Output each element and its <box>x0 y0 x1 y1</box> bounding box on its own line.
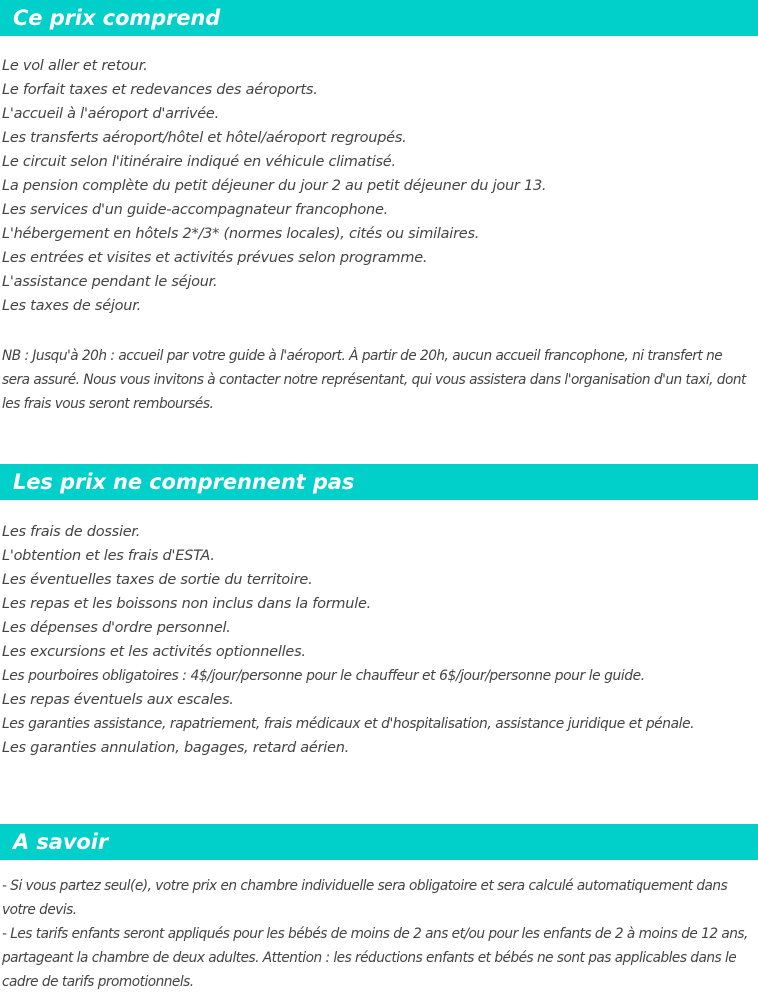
list-item: Le forfait taxes et redevances des aéroports. <box>2 82 318 98</box>
list-item: Les éventuelles taxes de sortie du territoire. <box>2 572 313 588</box>
a-savoir-paragraphs <box>2 874 752 994</box>
list-item: La pension complète du petit déjeuner du jour 2 au petit déjeuner du jour 13. <box>2 178 547 194</box>
list-item: L'accueil à l'aéroport d'arrivée. <box>2 106 219 122</box>
list-item: Les garanties assistance, rapatriement, frais médicaux et d'hospitalisation, assistance juridique et pénale. <box>2 716 695 732</box>
list-item: Les transferts aéroport/hôtel et hôtel/aéroport regroupés. <box>2 130 407 146</box>
section-title: Ce prix comprend <box>13 5 221 30</box>
list-item: Les services d'un guide-accompagnateur francophone. <box>2 202 389 218</box>
list-item: Les entrées et visites et activités prévues selon programme. <box>2 250 428 266</box>
list-item: L'assistance pendant le séjour. <box>2 274 218 290</box>
list-item: Les frais de dossier. <box>2 524 141 540</box>
list-item: L'obtention et les frais d'ESTA. <box>2 548 215 564</box>
list-item: Les dépenses d'ordre personnel. <box>2 620 231 636</box>
section-header-ce-prix-comprend <box>0 0 758 36</box>
section-title: Les prix ne comprennent pas <box>13 469 355 494</box>
section-header-a-savoir <box>0 824 758 860</box>
a-savoir-paragraph: - Les tarifs enfants seront appliqués pour les bébés de moins de 2 ans et/ou pour les enfants de 2 à moins de 12 ans, partageant la chambre de deux adultes. Attention : les réductions enfants et bébés ne sont pas applicables dans le cadre de tarifs promotionnels. <box>2 926 748 990</box>
list-item: Le vol aller et retour. <box>2 58 148 74</box>
section-body-ce-prix-comprend <box>0 36 758 416</box>
list-item: Les repas et les boissons non inclus dans la formule. <box>2 596 372 612</box>
section-body-a-savoir <box>0 860 758 994</box>
list-item: Les pourboires obligatoires : 4$/jour/personne pour le chauffeur et 6$/jour/personne pour le guide. <box>2 668 645 684</box>
included-note: NB : Jusqu'à 20h : accueil par votre guide à l'aéroport. À partir de 20h, aucun accueil francophone, ni transfert ne sera assuré. Nous vous invitons à contacter notre représentant, qui vous assistera dans l'organisation d'un taxi, dont les frais vous seront remboursés. <box>2 348 746 412</box>
list-item: L'hébergement en hôtels 2*/3* (normes locales), cités ou similaires. <box>2 226 480 242</box>
list-item: Les repas éventuels aux escales. <box>2 692 234 708</box>
a-savoir-paragraph: - Si vous partez seul(e), votre prix en chambre individuelle sera obligatoire et sera calculé automatiquement dans votre devis. <box>2 878 728 918</box>
included-items-list <box>2 54 752 318</box>
list-item: Les garanties annulation, bagages, retard aérien. <box>2 740 350 756</box>
section-title: A savoir <box>13 829 109 854</box>
section-body-les-prix-ne-comprennent-pas <box>0 500 758 760</box>
section-header-les-prix-ne-comprennent-pas <box>0 464 758 500</box>
list-item: Le circuit selon l'itinéraire indiqué en véhicule climatisé. <box>2 154 396 170</box>
list-item: Les taxes de séjour. <box>2 298 141 314</box>
included-note-block <box>2 344 752 416</box>
list-item: Les excursions et les activités optionnelles. <box>2 644 306 660</box>
excluded-items-list <box>2 520 752 760</box>
